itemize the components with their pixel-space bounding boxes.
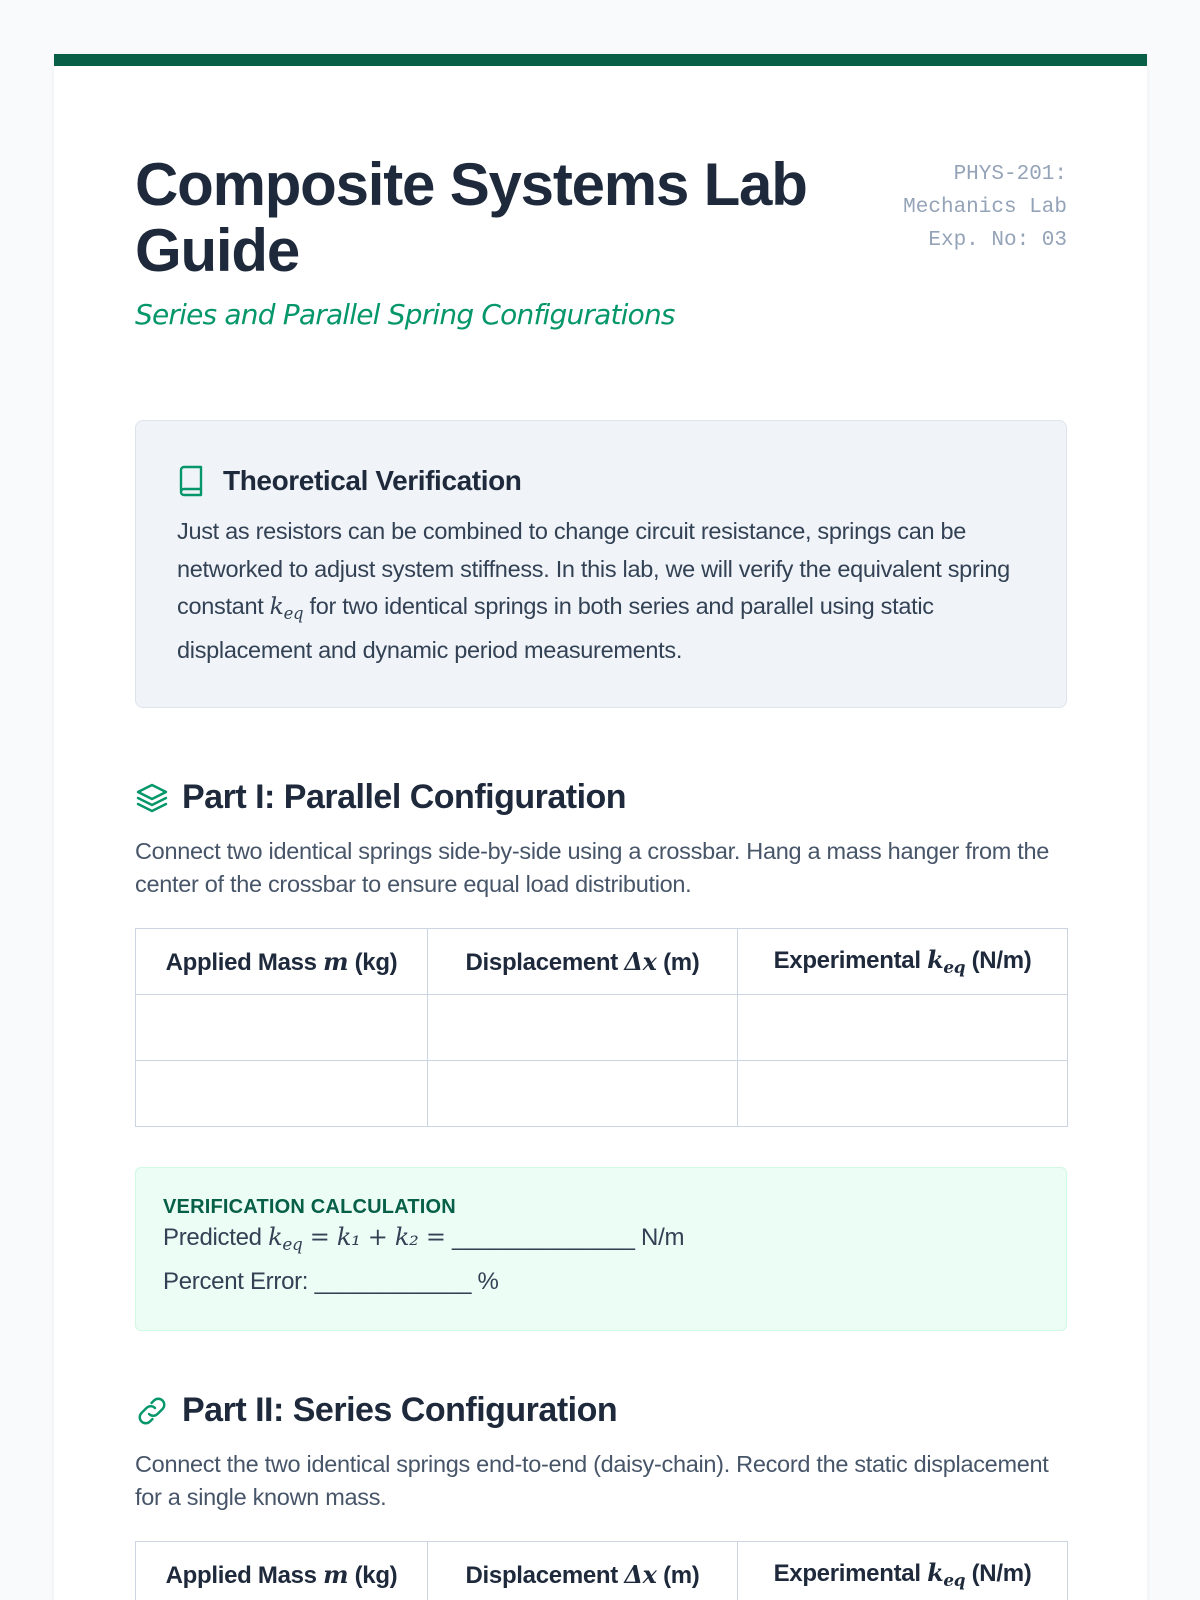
theory-text-end: for two identical springs in both series and parallel using static displacement and dynamic period measurements.	[177, 593, 934, 664]
table-row	[136, 995, 1068, 1061]
table-header-row	[136, 1542, 1068, 1600]
mass-cell[interactable]	[136, 995, 428, 1061]
mass-column-header: Applied Mass m (kg)	[136, 1542, 428, 1600]
part2-heading	[135, 1391, 617, 1430]
link-icon	[135, 1394, 169, 1428]
layers-icon	[135, 781, 169, 815]
mass-cell[interactable]	[136, 1061, 428, 1127]
table-header-row	[136, 929, 1068, 995]
displacement-cell[interactable]	[428, 995, 738, 1061]
theory-text-start: Just as resistors can be combined to change circuit resistance, springs can be networked to adjust system stiffness. In this lab, we will verify the equivalent spring constant	[177, 518, 1010, 619]
displacement-column-header: Displacement Δx (m)	[428, 1542, 738, 1600]
page-subtitle: Series and Parallel Spring Configurations	[135, 298, 675, 331]
part2-instructions: Connect the two identical springs end-to-end (daisy-chain). Record the static displacement for a single known mass.	[135, 1451, 1049, 1510]
lab-sheet	[54, 54, 1147, 1600]
keq-column-header: Experimental $k_{eq}$ (N/m)	[738, 1542, 1068, 1600]
page-header	[135, 66, 1067, 366]
part2-title: Part II: Series Configuration	[182, 1391, 618, 1429]
verification-label: VERIFICATION CALCULATION	[163, 1196, 456, 1218]
displacement-column-header: Displacement Δx (m)	[428, 929, 738, 995]
course-name: Mechanics Lab	[903, 196, 1067, 219]
book-icon	[177, 465, 205, 497]
theory-title: Theoretical Verification	[223, 465, 522, 496]
part2-table	[135, 1541, 1068, 1600]
verification-box	[135, 1167, 1067, 1331]
k-eq-symbol: $k_{eq}$	[269, 592, 304, 623]
keq-cell[interactable]	[738, 995, 1068, 1061]
percent-error-blank[interactable]: ____________	[314, 1268, 472, 1296]
predicted-keq-line: Predicted $k_{eq} = k_1 + k_2$ = ______________ N/m	[163, 1223, 685, 1255]
percent-error-line: Percent Error: ____________ %	[163, 1268, 499, 1296]
experiment-number: Exp. No: 03	[928, 229, 1067, 252]
part1-heading	[135, 778, 626, 817]
theory-panel	[135, 420, 1067, 708]
table-row	[136, 1061, 1068, 1127]
predicted-blank[interactable]: ______________	[452, 1224, 635, 1251]
part1-table	[135, 928, 1068, 1127]
course-code: PHYS-201:	[953, 163, 1067, 186]
keq-column-header: Experimental $k_{eq}$ (N/m)	[738, 929, 1068, 995]
mass-column-header: Applied Mass m (kg)	[136, 929, 428, 995]
page-title: Composite Systems Lab Guide	[135, 151, 807, 284]
keq-cell[interactable]	[738, 1061, 1068, 1127]
displacement-cell[interactable]	[428, 1061, 738, 1127]
part1-title: Part I: Parallel Configuration	[182, 778, 627, 816]
part1-instructions: Connect two identical springs side-by-side using a crossbar. Hang a mass hanger from the center of the crossbar to ensure equal load distribution.	[135, 838, 1050, 897]
course-meta	[903, 158, 1067, 257]
theory-text	[177, 513, 1026, 670]
